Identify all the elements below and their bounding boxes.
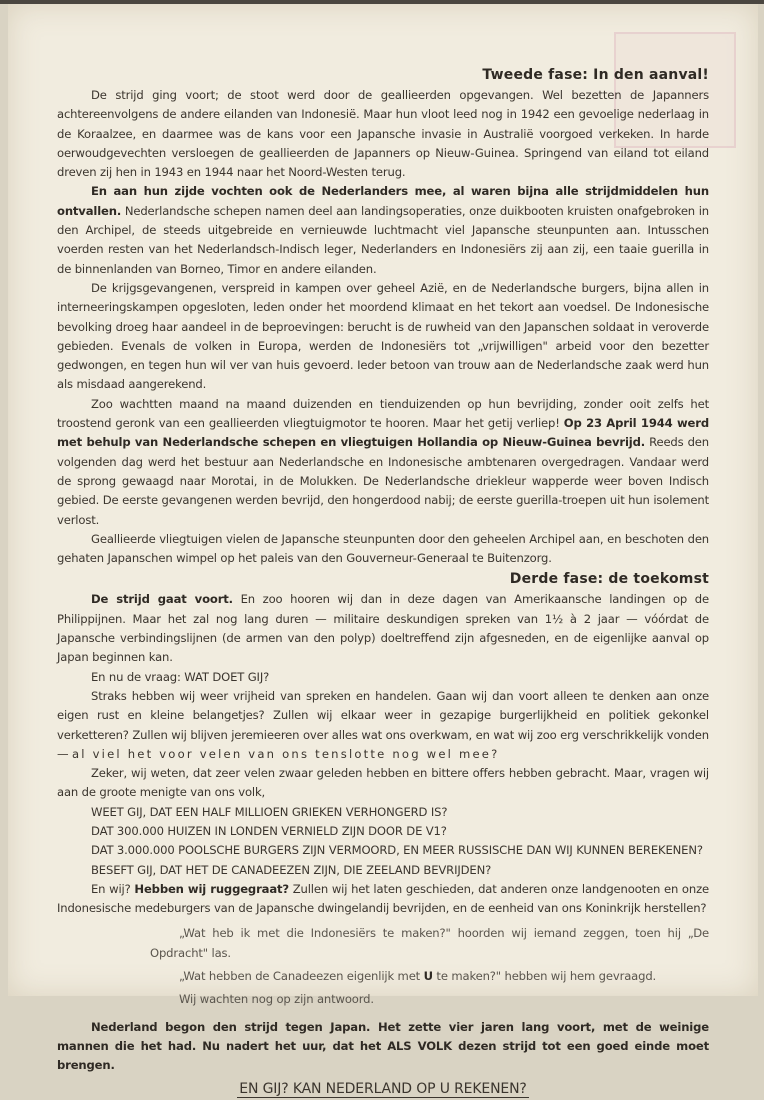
- text: Reeds den volgenden dag werd het bestuur aan Nederlandsche en Indonesische ambtenaren overgedragen. Vandaar werd de sprong gewaagd naar Morotai, in de Molukken. De Nederlandsche driekleur wapperde weer boven Indisch gebied. De eerste gevangenen werden bevrijd, den hongerdood nabij; de eerste guerilla-troepen uit hun isolement verlost.: [57, 435, 709, 527]
- caps-question: BESEFT GIJ, DAT HET DE CANADEEZEN ZIJN, DIE ZEELAND BEVRIJDEN?: [91, 862, 492, 877]
- paragraph: [57, 590, 709, 667]
- bold-text: De strijd gaat voort.: [91, 592, 233, 607]
- caps-question: WEET GIJ, DAT EEN HALF MILLIOEN GRIEKEN VERHONGERD IS?: [91, 804, 448, 819]
- quote: „Wat heb ik met die Indonesiërs te maken?" hoorden wij iemand zeggen, toen hij „De Opdracht" las.: [150, 926, 709, 960]
- bold-text: Nederland begon den strijd tegen Japan. Het zette vier jaren lang voort, met de weinige mannen die het had. Nu nadert het uur, dat het ALS VOLK dezen strijd tot een goed einde moet brengen.: [57, 1019, 709, 1073]
- paragraph: De krijgsgevangenen, verspreid in kampen over geheel Azië, en de Nederlandsche burgers, bijna allen in interneeringskampen opgesloten, leden onder het moordend klimaat en het tekort aan voedsel. De Indonesische bevolking droeg haar aandeel in de beproevingen: berucht is de ruwheid van den Japanschen soldaat in veroverde gebieden. Evenals de volken in Europa, werden de Indonesiërs tot „vrijwilligen" arbeid voor den bezetter gedwongen, en tegen hun wil ver van huis gevoerd. Ieder betoon van trouw aan de Nederlandsche zaak werd hun als misdaad aangerekend.: [57, 280, 709, 392]
- caps-question: DAT 3.000.000 POOLSCHE BURGERS ZIJN VERMOORD, EN MEER RUSSISCHE DAN WIJ KUNNEN BEREKENEN?: [91, 843, 703, 858]
- paragraph: Geallieerde vliegtuigen vielen de Japansche steunpunten door den geheelen Archipel aan, en beschoten den gehaten Japanschen wimpel op het paleis van den Gouverneur-Generaal te Buitenzorg.: [57, 531, 709, 566]
- bold-text: Op 23 April 1944 werd met behulp van Nederlandsche schepen en vliegtuigen Hollandia op Nieuw-Guinea bevrijd.: [57, 416, 709, 450]
- text: Zoo wachtten maand na maand duizenden en tienduizenden op hun bevrijding, zonder ooit zelfs het troostend geronk van een geallieerden vliegtuigmotor te hooren. Maar het getij verliep!: [57, 396, 709, 431]
- text: En wij?: [91, 881, 135, 896]
- quote: Wij wachten nog op zijn antwoord.: [179, 992, 374, 1007]
- text: te maken?" hebben wij hem gevraagd.: [432, 969, 657, 984]
- bold-text: En aan hun zijde vochten ook de Nederlanders mee, al waren bijna alle strijdmiddelen hun ontvallen.: [57, 184, 709, 218]
- bold-text: Hebben wij ruggegraat?: [134, 881, 289, 896]
- paragraph: En nu de vraag: WAT DOET GIJ?: [91, 669, 270, 684]
- paragraph: Zeker, wij weten, dat zeer velen zwaar geleden hebben en bittere offers hebben gebracht. Maar, vragen wij aan de groote menigte van ons volk,: [57, 766, 709, 800]
- spaced-text: al viel het voor velen van ons tenslotte nog wel mee?: [71, 746, 500, 761]
- closing-paragraph: [57, 1018, 709, 1076]
- text: Zullen wij het laten geschieden, dat anderen onze landgenooten en onze Indonesische medeburgers van de Japansche dwingelandij bevrijden, en de eenheid van ons Koninkrijk herstellen?: [57, 881, 709, 916]
- paragraph: [57, 687, 709, 764]
- text: Nederlandsche schepen namen deel aan landingsoperaties, onze duikbooten kruisten onafgebroken in den Archipel, de steeds uitgebreide en vernieuwde luchtmacht viel Japansche steunpunten aan. Intusschen voerden resten van het Nederlandsch-Indisch leger, Nederlanders en Indonesiërs zij aan zij, een taaie guerilla in de binnenlanden van Borneo, Timor en andere eilanden.: [57, 203, 709, 276]
- bold-text: U: [423, 969, 433, 984]
- paragraph: De strijd ging voort; de stoot werd door de geallieerden opgevangen. Wel bezetten de Japanners achtereenvolgens de andere eilanden van Indonesië. Maar hun vloot leed nog in 1942 een gevoelige nederlaag in de Koraalzee, en daarmee was de kans voor een Japansche invasie in Australië voorgoed verkeken. In harde oerwoudgevechten versloegen de geallieerden de Japanners op Nieuw-Guinea. Springend van eiland tot eiland dreven zij hen in 1943 en 1944 naar het Noord-Westen terug.: [57, 88, 709, 180]
- footer-text: EN GIJ? KAN NEDERLAND OP U REKENEN?: [239, 1080, 527, 1097]
- text: Straks hebben wij weer vrijheid van spreken en handelen. Gaan wij dan voort alleen te denken aan onze eigen rust en kleine belangetjes? Zullen wij elkaar weer in gezapige burgerlijkheid en politiek gekonkel verketteren? Zullen wij blijven jeremieeren over alles wat ons overkwam, en wat wij zoo erg verschrikkelijk vonden —: [57, 688, 709, 761]
- quote: [57, 967, 709, 986]
- text: En zoo hooren wij dan in deze dagen van Amerikaansche landingen op de Philippijnen. Maar het zal nog lang duren — militaire deskundigen spreken van 1½ à 2 jaar — vóórdat de Japansche verbindingslijnen (de armen van den polyp) doeltreffend zijn afgesneden, en de eigenlijke aanval op Japan beginnen kan.: [57, 592, 709, 665]
- paragraph: [57, 880, 709, 919]
- paragraph: [57, 395, 709, 530]
- paragraph: [57, 182, 709, 278]
- leaflet-text: [57, 64, 709, 1100]
- heading-tweede-fase: Tweede fase: In den aanval!: [482, 67, 709, 83]
- heading-derde-fase: Derde fase: de toekomst: [509, 571, 709, 588]
- text: „Wat hebben de Canadeezen eigenlijk met: [179, 969, 424, 984]
- caps-question: DAT 300.000 HUIZEN IN LONDEN VERNIELD ZIJN DOOR DE V1?: [91, 823, 447, 838]
- footer-slogan: [57, 1078, 709, 1100]
